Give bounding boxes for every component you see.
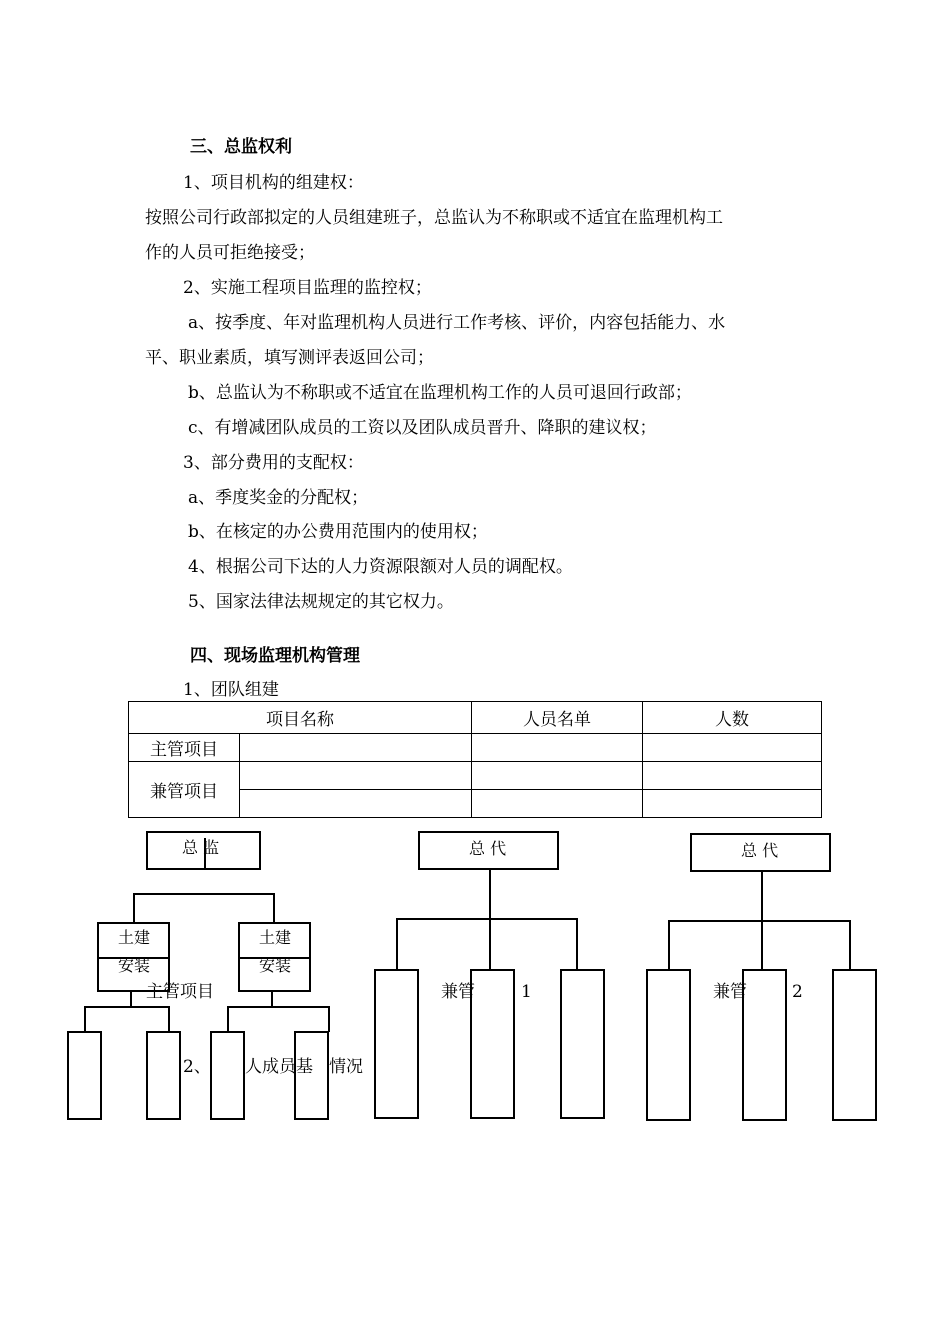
org-box-member bbox=[470, 969, 515, 1119]
connector bbox=[576, 918, 578, 970]
org-label-side-2-num: 2 bbox=[792, 982, 803, 1002]
connector bbox=[328, 1006, 330, 1032]
org-label-side-1: 兼管 bbox=[441, 982, 475, 1002]
org-box-member bbox=[742, 969, 787, 1121]
paragraph: 1、项目机构的组建权： bbox=[183, 173, 364, 193]
sub-heading-member-info-rest: 人成员基 bbox=[245, 1057, 313, 1077]
table-row-label-side: 兼管项目 bbox=[129, 762, 240, 818]
table-cell bbox=[643, 762, 822, 790]
connector bbox=[396, 918, 578, 920]
connector bbox=[489, 870, 491, 970]
connector bbox=[133, 893, 275, 895]
org-label-civil: 土建 bbox=[259, 928, 292, 947]
org-label-chief: 总 监 bbox=[182, 838, 220, 857]
paragraph: 5、国家法律法规规定的其它权力。 bbox=[188, 592, 454, 612]
paragraph: 作的人员可拒绝接受； bbox=[145, 243, 315, 263]
paragraph: b、在核定的办公费用范围内的使用权； bbox=[188, 522, 488, 542]
sub-heading-member-info-end: 情况 bbox=[329, 1057, 363, 1077]
connector bbox=[396, 918, 398, 970]
org-label-deputy-2: 总 代 bbox=[741, 841, 779, 860]
paragraph: c、有增减团队成员的工资以及团队成员晋升、降职的建议权； bbox=[188, 418, 657, 438]
table-cell bbox=[240, 790, 472, 818]
paragraph: 平、职业素质，填写测评表返回公司； bbox=[145, 348, 434, 368]
table-cell bbox=[240, 734, 472, 762]
org-box-member bbox=[374, 969, 419, 1119]
sub-heading-member-info: 2、 bbox=[183, 1057, 211, 1077]
paragraph: 按照公司行政部拟定的人员组建班子，总监认为不称职或不适宜在监理机构工 bbox=[145, 208, 723, 228]
org-label-side-1-num: 1 bbox=[521, 982, 532, 1002]
table-cell bbox=[643, 734, 822, 762]
connector bbox=[130, 992, 132, 1006]
org-label-deputy-1: 总 代 bbox=[469, 839, 507, 858]
org-box-member bbox=[67, 1031, 102, 1120]
paragraph: b、总监认为不称职或不适宜在监理机构工作的人员可退回行政部； bbox=[188, 383, 692, 403]
sub-heading-team: 1、团队组建 bbox=[183, 680, 279, 700]
connector bbox=[273, 893, 275, 923]
section-heading-site-management: 四、现场监理机构管理 bbox=[190, 646, 360, 666]
org-label-install: 安装 bbox=[259, 956, 292, 975]
table-header-count: 人数 bbox=[643, 702, 822, 734]
table-row-label-main: 主管项目 bbox=[129, 734, 240, 762]
table-cell bbox=[643, 790, 822, 818]
paragraph: 3、部分费用的支配权： bbox=[183, 453, 364, 473]
connector bbox=[668, 920, 670, 970]
org-box-member bbox=[832, 969, 877, 1121]
connector bbox=[84, 1006, 170, 1008]
org-label-install: 安装 bbox=[118, 956, 151, 975]
connector bbox=[849, 920, 851, 970]
org-label-main-project: 主管项目 bbox=[146, 982, 214, 1002]
paragraph: a、季度奖金的分配权； bbox=[188, 488, 369, 508]
table-cell bbox=[240, 762, 472, 790]
table-cell bbox=[472, 762, 643, 790]
org-label-side-2: 兼管 bbox=[713, 982, 747, 1002]
paragraph: 4、根据公司下达的人力资源限额对人员的调配权。 bbox=[188, 557, 573, 577]
paragraph: 2、实施工程项目监理的监控权； bbox=[183, 278, 432, 298]
connector bbox=[227, 1006, 330, 1008]
connector bbox=[668, 920, 851, 922]
org-box-member bbox=[146, 1031, 181, 1120]
table-cell bbox=[472, 790, 643, 818]
table-cell bbox=[472, 734, 643, 762]
table-header-staff: 人员名单 bbox=[472, 702, 643, 734]
connector bbox=[271, 992, 273, 1006]
org-box-member bbox=[210, 1031, 245, 1120]
section-heading-chief-rights: 三、总监权利 bbox=[190, 137, 292, 157]
org-label-civil: 土建 bbox=[118, 928, 151, 947]
team-table bbox=[128, 701, 822, 818]
paragraph: a、按季度、年对监理机构人员进行工作考核、评价，内容包括能力、水 bbox=[188, 313, 726, 333]
connector bbox=[227, 1006, 229, 1032]
table-header-project: 项目名称 bbox=[129, 702, 472, 734]
connector bbox=[84, 1006, 86, 1032]
org-box-member bbox=[646, 969, 691, 1121]
connector bbox=[168, 1006, 170, 1032]
connector bbox=[133, 893, 135, 923]
org-box-member bbox=[560, 969, 605, 1119]
